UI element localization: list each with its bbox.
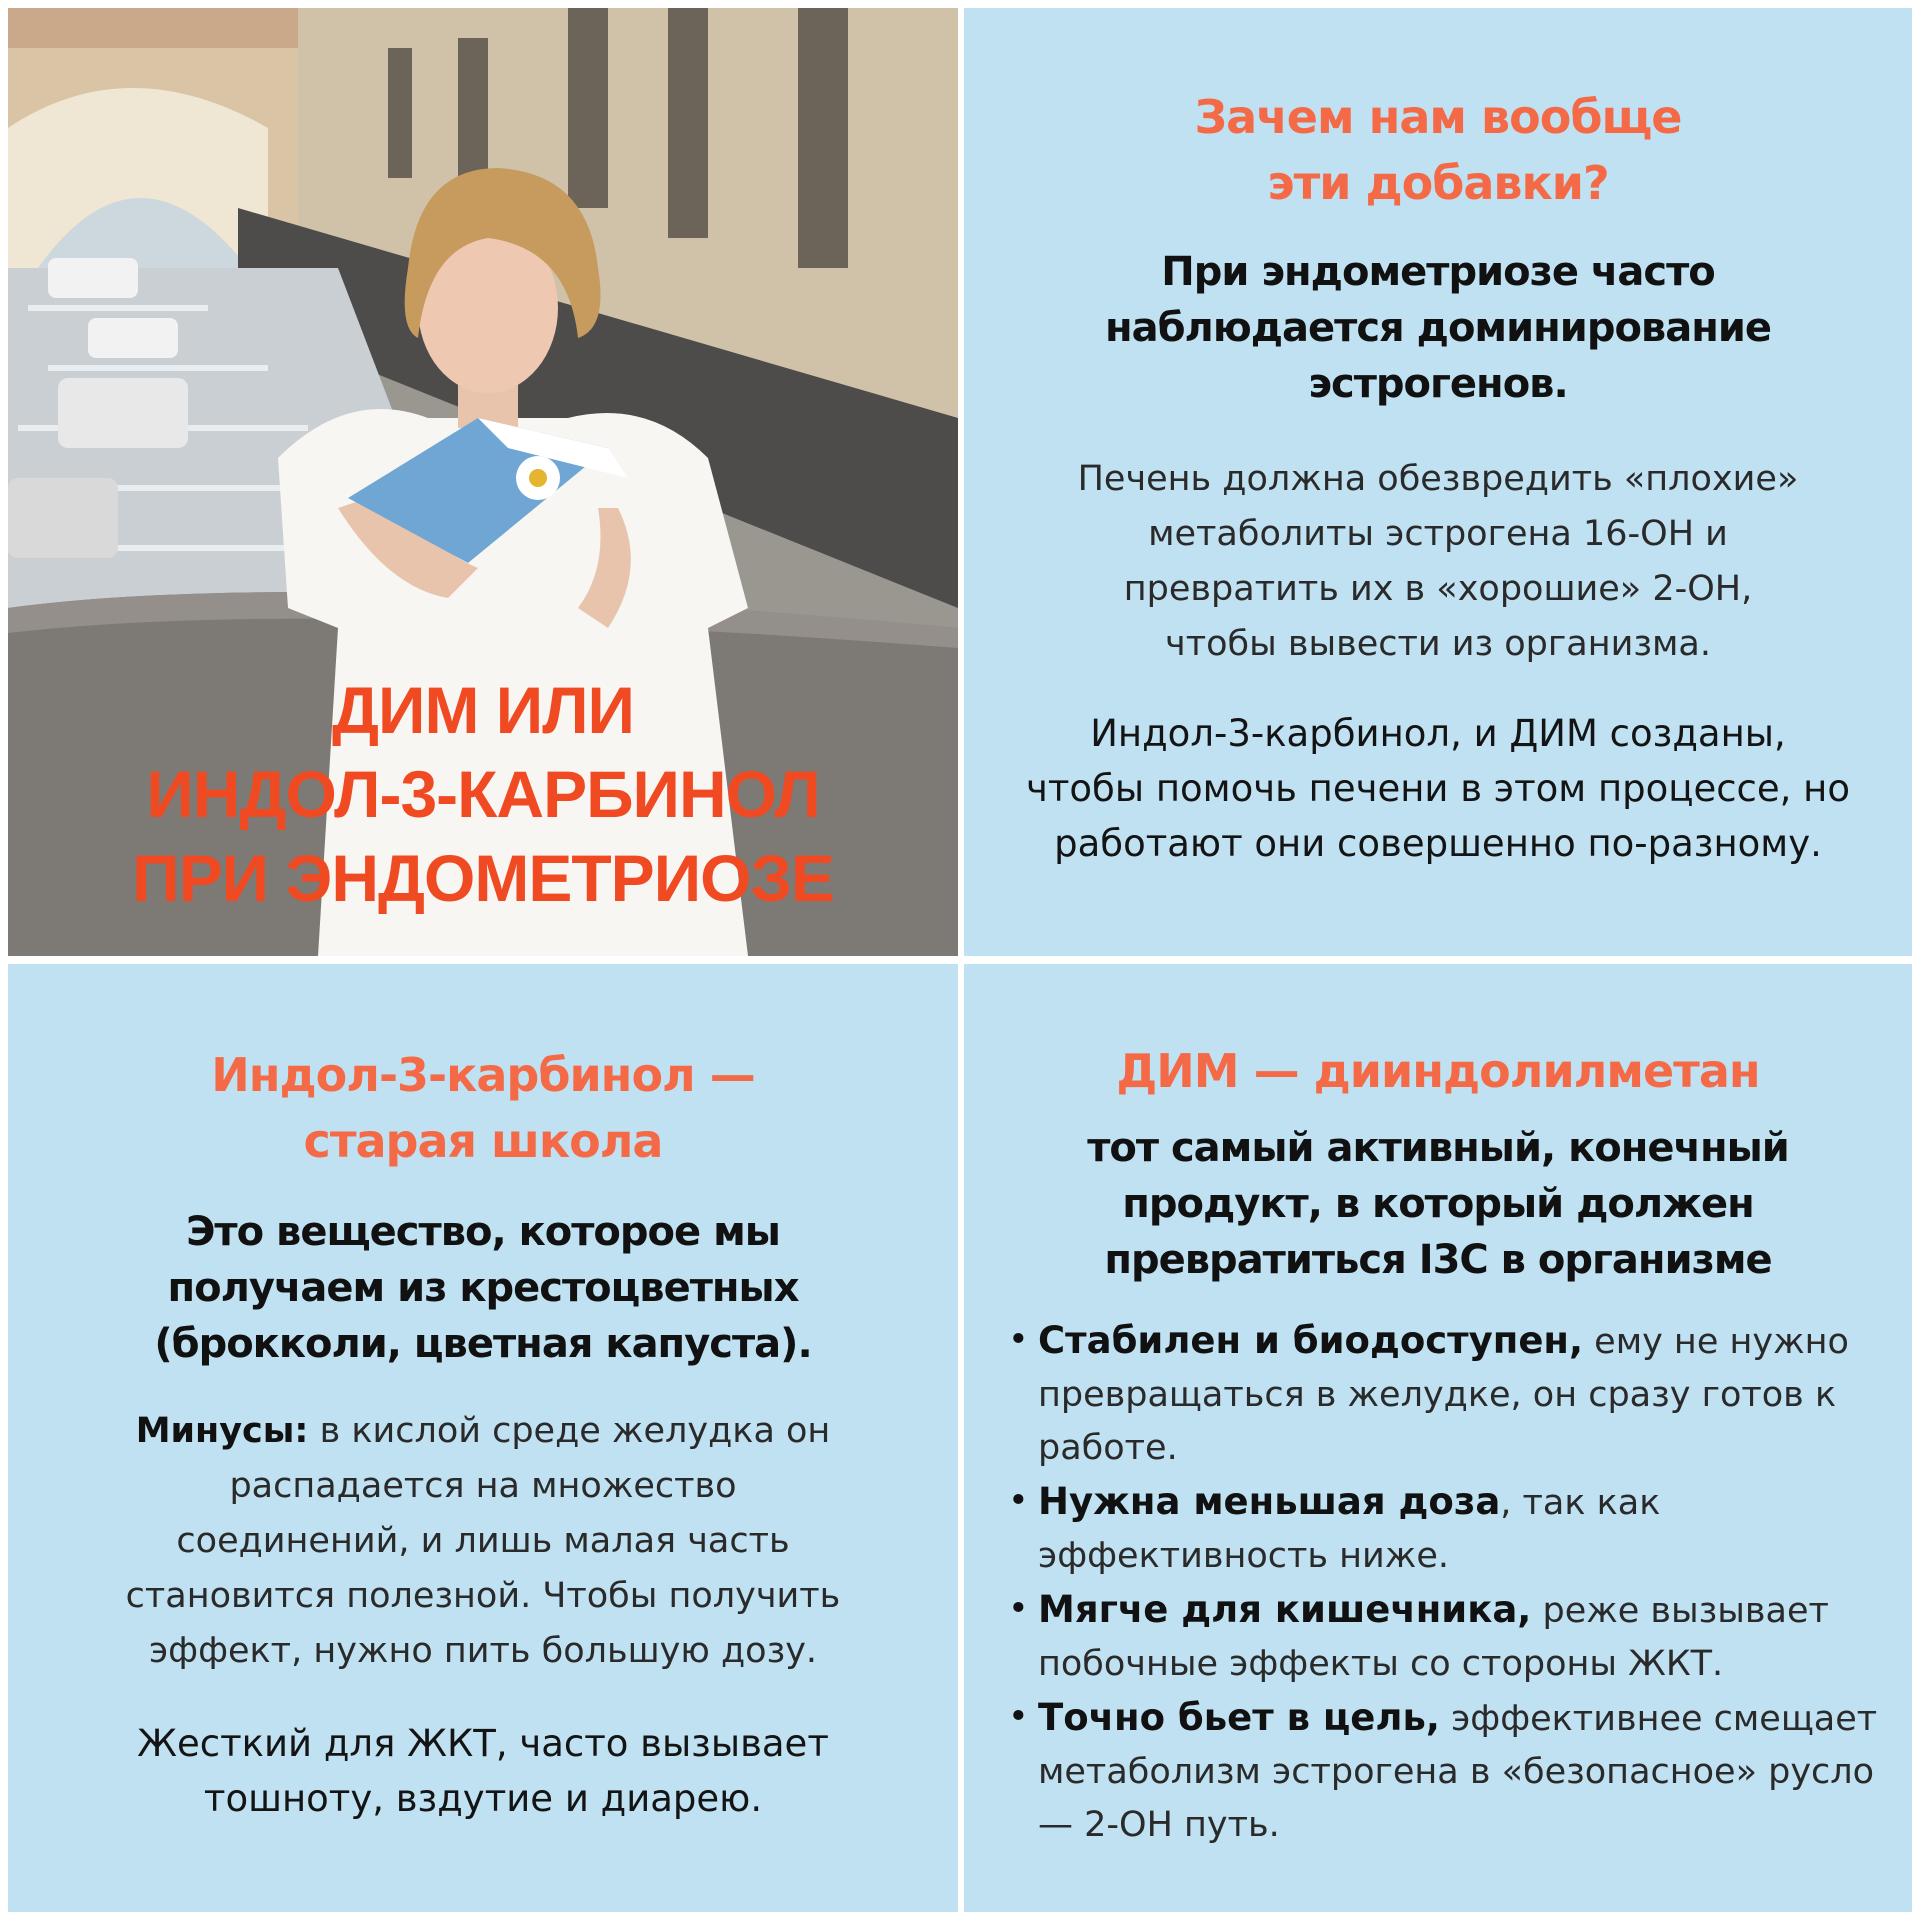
list-item: [1004, 1583, 1882, 1691]
indole-minus-line: [8, 1404, 958, 1459]
why-paragraph-line: чтобы помочь печени в этом процессе, но: [1025, 767, 1851, 810]
cover-title-line: ДИМ ИЛИ: [332, 673, 634, 747]
bullet-lead: Стабилен и биодоступен,: [1038, 1319, 1584, 1362]
list-item: [1004, 1314, 1882, 1475]
why-lead-line: наблюдается доминирование: [1104, 305, 1772, 351]
bullet-dot-icon: •: [1008, 1697, 1029, 1737]
why-lead: [964, 244, 1912, 412]
why-paragraph-line: чтобы вывести из организма.: [1165, 624, 1711, 664]
why-lead-line: При эндометриозе часто: [1161, 249, 1715, 295]
bullet-lead: Мягче для кишечника,: [1038, 1588, 1532, 1631]
why-supplements-panel: [964, 8, 1912, 956]
cover-title-line: ПРИ ЭНДОМЕТРИОЗЕ: [132, 841, 834, 915]
bullet-dot-icon: •: [1008, 1481, 1029, 1521]
dim-heading-line: ДИМ — дииндолилметан: [1116, 1044, 1760, 1098]
indole-lead-line: Это вещество, которое мы: [186, 1209, 780, 1255]
indole-minus-line: соединений, и лишь малая часть: [176, 1521, 790, 1561]
dim-lead-line: превратиться I3C в организме: [1104, 1237, 1772, 1283]
minus-text: в кислой среде желудка он: [308, 1411, 831, 1451]
dim-benefits-list: [1004, 1314, 1882, 1852]
why-paragraph-line: превратить их в «хорошие» 2-OH,: [1123, 569, 1753, 609]
dim-lead-line: тот самый активный, конечный: [1087, 1125, 1789, 1171]
why-heading-line: Зачем нам вообще: [1194, 90, 1682, 144]
indole-note: [8, 1716, 958, 1826]
why-paragraph-1: [964, 452, 1912, 672]
bullet-dot-icon: •: [1008, 1320, 1029, 1360]
indole-heading: [8, 1042, 958, 1174]
why-heading: [964, 84, 1912, 216]
indole-heading-line: старая школа: [303, 1114, 663, 1168]
minus-label: Минусы:: [135, 1411, 309, 1451]
dim-heading: [964, 1038, 1912, 1104]
cover-title-line: ИНДОЛ-3-КАРБИНОЛ: [146, 757, 820, 831]
bullet-lead: Нужна меньшая доза: [1038, 1480, 1501, 1523]
indole-minus-paragraph: [8, 1404, 958, 1679]
why-paragraph-line: работают они совершенно по-разному.: [1054, 822, 1822, 865]
indole-minus-line: становится полезной. Чтобы получить: [125, 1576, 841, 1616]
indole-lead-line: получаем из крестоцветных: [167, 1265, 799, 1311]
bullet-text: эффективнее смещает метаболизм эстрогена в «безопасное» русло — 2-OH путь.: [1038, 1699, 1878, 1845]
dim-panel: [964, 964, 1912, 1912]
why-paragraph-line: Печень должна обезвредить «плохие»: [1077, 459, 1799, 499]
bullet-text: , так как эффективность ниже.: [1038, 1483, 1661, 1576]
indole-minus-line: эффект, нужно пить большую дозу.: [148, 1631, 818, 1671]
why-lead-line: эстрогенов.: [1308, 361, 1568, 407]
indole-note-line: тошноту, вздутие и диарею.: [203, 1777, 763, 1820]
bullet-dot-icon: •: [1008, 1589, 1029, 1629]
cover-title: [8, 668, 958, 920]
bullet-text: реже вызывает побочные эффекты со стороны ЖКТ.: [1038, 1591, 1829, 1684]
dim-lead: [964, 1120, 1912, 1288]
indole-lead-line: (брокколи, цветная капуста).: [154, 1321, 812, 1367]
dim-lead-line: продукт, в который должен: [1122, 1181, 1754, 1227]
why-paragraph-line: метаболиты эстрогена 16-OH и: [1148, 514, 1728, 554]
list-item: [1004, 1691, 1882, 1852]
indole-panel: [8, 964, 958, 1912]
why-paragraph-line: Индол-3-карбинол, и ДИМ созданы,: [1090, 712, 1786, 755]
indole-lead: [8, 1204, 958, 1372]
bullet-text: ему не нужно превращаться в желудке, он сразу готов к работе.: [1038, 1322, 1849, 1468]
list-item: [1004, 1475, 1882, 1583]
indole-minus-line: распадается на множество: [229, 1466, 737, 1506]
indole-heading-line: Индол-3-карбинол —: [211, 1048, 755, 1102]
why-paragraph-2: [964, 706, 1912, 871]
why-heading-line: эти добавки?: [1267, 156, 1609, 210]
indole-note-line: Жесткий для ЖКТ, часто вызывает: [137, 1722, 829, 1765]
cover-panel: [8, 8, 958, 956]
bullet-lead: Точно бьет в цель,: [1038, 1696, 1440, 1739]
